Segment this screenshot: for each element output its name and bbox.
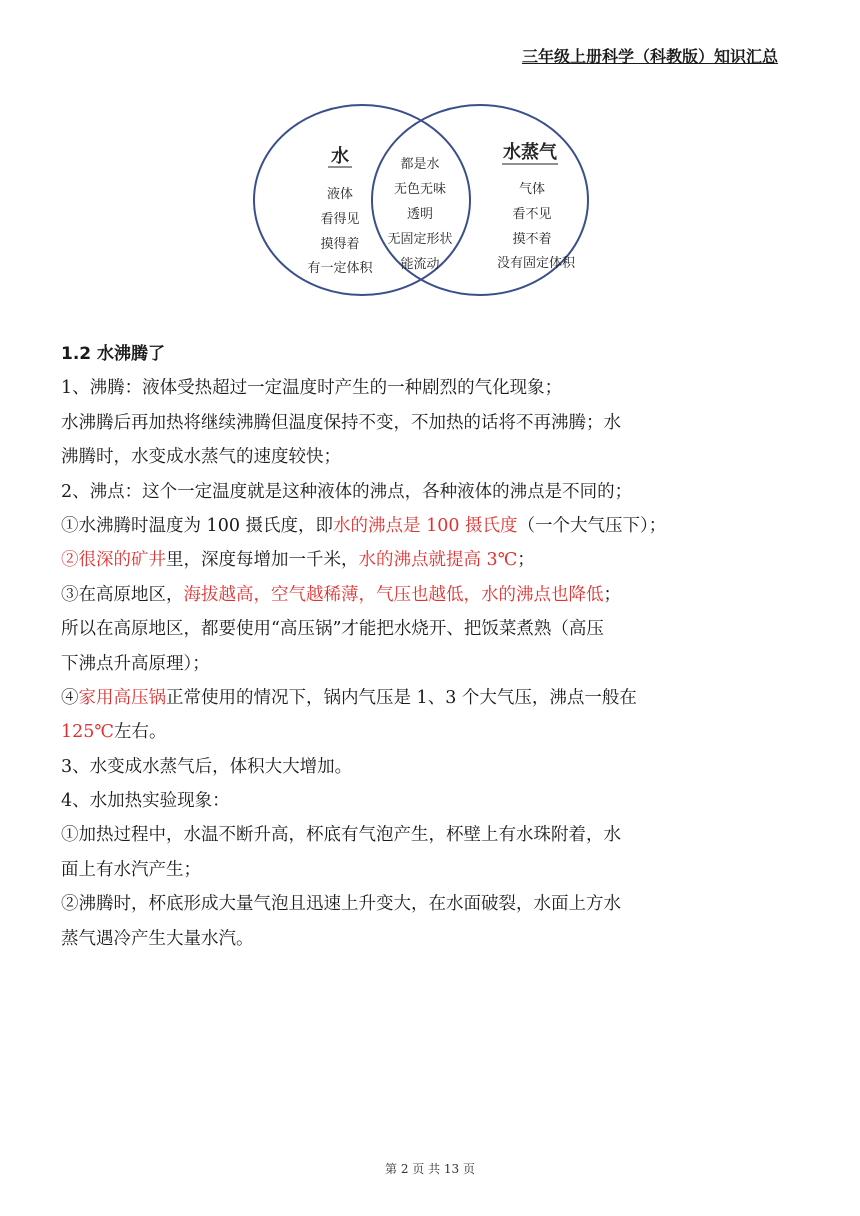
paragraph-line: ④家用高压锅正常使用的情况下，锅内气压是 1、3 个大气压，沸点一般在 (61, 687, 637, 708)
paragraph-line: 2、沸点：这个一定温度就是这种液体的沸点，各种液体的沸点是不同的； (61, 481, 633, 502)
paragraph-line: ②沸腾时，杯底形成大量气泡且迅速上升变大，在水面破裂，水面上方水 (61, 894, 621, 915)
highlight-text: 水的沸点就提高 3℃ (358, 550, 518, 571)
highlight-text: 家用高压锅 (78, 687, 166, 708)
venn-right-item: 没有固定体积 (496, 256, 576, 271)
paragraph-line: 面上有水汽产生； (61, 859, 201, 880)
highlight-text: 海拔越高，空气越稀薄，气压也越低，水的沸点也降低 (183, 584, 604, 605)
paragraph-line: ③在高原地区，海拔越高，空气越稀薄，气压也越低，水的沸点也降低； (61, 584, 621, 605)
highlight-text: 125℃ (61, 722, 114, 743)
venn-middle-item: 都是水 (400, 157, 440, 172)
venn-left-title: 水 (331, 146, 349, 167)
page-number: 第 2 页 共 13 页 (385, 1162, 475, 1176)
paragraph-line: 125℃左右。 (61, 722, 167, 743)
highlight-text: ②很深的矿井 (61, 550, 166, 571)
venn-middle-item: 无固定形状 (387, 232, 453, 247)
paragraph-line: 蒸气遇冷产生大量水汽。 (61, 928, 254, 949)
venn-left-item: 有一定体积 (307, 261, 373, 276)
venn-left-item: 看得见 (320, 212, 360, 227)
venn-right-item: 看不见 (512, 207, 552, 222)
paragraph-line: ②很深的矿井里，深度每增加一千米，水的沸点就提高 3℃； (61, 550, 535, 571)
venn-right-item: 气体 (518, 182, 546, 197)
document-header: 三年级上册科学（科教版）知识汇总 (522, 47, 779, 66)
paragraph-line: ①水沸腾时温度为 100 摄氏度，即水的沸点是 100 摄氏度（一个大气压下）； (61, 515, 667, 536)
venn-diagram (252, 100, 592, 300)
paragraph-line: 下沸点升高原理）； (61, 653, 210, 674)
paragraph-line: 3、水变成水蒸气后，体积大大增加。 (61, 756, 353, 777)
venn-right-item: 摸不着 (512, 232, 552, 247)
content-body (61, 337, 761, 956)
venn-right-title: 水蒸气 (503, 142, 557, 163)
venn-left-item: 液体 (326, 187, 354, 202)
highlight-text: 水的沸点是 100 摄氏度 (333, 515, 518, 536)
paragraph-line: 所以在高原地区，都要使用“高压锅”才能把水烧开、把饭菜煮熟（高压 (61, 619, 604, 640)
section-title: 1.2 水沸腾了 (61, 344, 166, 364)
venn-middle-item: 无色无味 (393, 182, 447, 197)
paragraph-line: 水沸腾后再加热将继续沸腾但温度保持不变，不加热的话将不再沸腾；水 (61, 412, 621, 433)
paragraph-line: 4、水加热实验现象： (61, 791, 230, 812)
paragraph-line: ①加热过程中，水温不断升高，杯底有气泡产生，杯壁上有水珠附着，水 (61, 825, 621, 846)
paragraph-line: 沸腾时，水变成水蒸气的速度较快； (61, 447, 341, 468)
venn-middle-item: 能流动 (400, 257, 440, 272)
paragraph-line: 1、沸腾：液体受热超过一定温度时产生的一种剧烈的气化现象； (61, 378, 563, 399)
venn-middle-item: 透明 (406, 207, 434, 222)
venn-left-item: 摸得着 (320, 237, 360, 252)
